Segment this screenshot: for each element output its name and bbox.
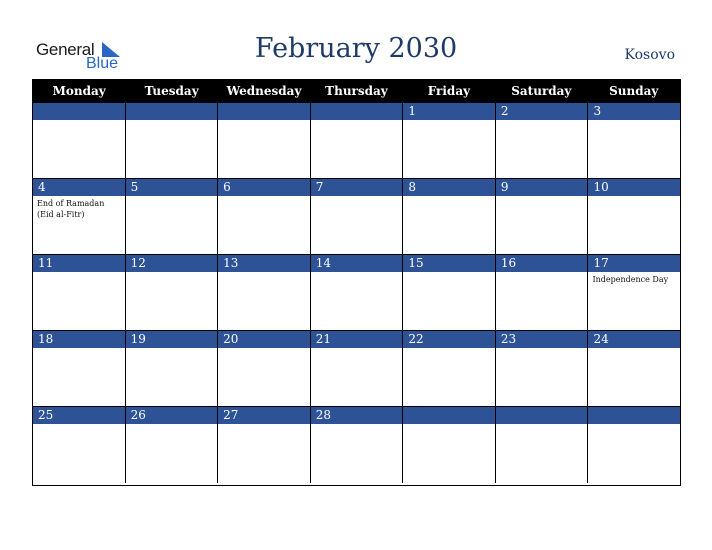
day-number — [218, 103, 310, 120]
calendar-day-cell[interactable] — [495, 179, 588, 255]
day-number — [126, 103, 218, 120]
day-number — [496, 407, 588, 424]
day-number: 7 — [311, 179, 403, 196]
day-number: 13 — [218, 255, 310, 272]
day-number: 4 — [33, 179, 125, 196]
logo-general-text: General — [36, 40, 95, 59]
day-number: 10 — [588, 179, 680, 196]
calendar-day-cell[interactable] — [402, 331, 495, 407]
calendar-day-cell[interactable] — [310, 255, 403, 331]
calendar-day-cell[interactable] — [402, 407, 495, 483]
calendar-day-cell[interactable] — [217, 103, 310, 179]
calendar-day-cell[interactable] — [587, 407, 680, 483]
calendar-grid — [32, 79, 681, 486]
day-number: 26 — [126, 407, 218, 424]
weekday-header: Tuesday — [144, 84, 199, 98]
weekday-header-row — [33, 80, 680, 103]
page-title: February 2030 — [254, 33, 458, 64]
day-number: 2 — [496, 103, 588, 120]
day-number: 6 — [218, 179, 310, 196]
day-number: 18 — [33, 331, 125, 348]
day-number: 19 — [126, 331, 218, 348]
calendar-week-row — [33, 255, 680, 331]
weekday-header: Friday — [427, 84, 471, 98]
calendar-day-cell[interactable] — [310, 331, 403, 407]
day-number — [403, 407, 495, 424]
calendar-week-row — [33, 331, 680, 407]
day-number — [588, 407, 680, 424]
day-number: 22 — [403, 331, 495, 348]
day-number: 1 — [403, 103, 495, 120]
country-label: Kosovo — [624, 47, 675, 63]
calendar-day-cell[interactable] — [587, 179, 680, 255]
day-number: 23 — [496, 331, 588, 348]
calendar-day-cell[interactable] — [33, 255, 125, 331]
weekday-header: Thursday — [325, 84, 388, 98]
day-number: 9 — [496, 179, 588, 196]
weekday-header: Wednesday — [226, 84, 302, 98]
calendar-day-cell[interactable] — [125, 331, 218, 407]
calendar-day-cell[interactable] — [402, 255, 495, 331]
calendar-day-cell[interactable] — [495, 331, 588, 407]
calendar-week-row — [33, 103, 680, 179]
calendar-day-cell[interactable] — [310, 179, 403, 255]
day-number: 17 — [588, 255, 680, 272]
weekday-header: Saturday — [511, 84, 572, 98]
calendar-day-cell[interactable] — [217, 331, 310, 407]
day-number: 5 — [126, 179, 218, 196]
calendar-week-row — [33, 179, 680, 255]
calendar-day-cell[interactable] — [125, 255, 218, 331]
day-number: 24 — [588, 331, 680, 348]
day-number: 15 — [403, 255, 495, 272]
calendar-day-cell[interactable] — [495, 407, 588, 483]
calendar-day-cell[interactable] — [217, 407, 310, 483]
calendar-day-cell[interactable] — [495, 103, 588, 179]
logo-blue-text: Blue — [86, 55, 119, 72]
holiday-label: End of Ramadan (Eid al-Fitr) — [37, 199, 105, 219]
calendar-day-cell[interactable] — [125, 407, 218, 483]
calendar-day-cell[interactable] — [125, 179, 218, 255]
calendar-day-cell[interactable] — [33, 331, 125, 407]
calendar-day-cell[interactable] — [33, 103, 125, 179]
day-number: 14 — [311, 255, 403, 272]
calendar-day-cell[interactable] — [587, 255, 680, 331]
calendar-day-cell[interactable] — [402, 179, 495, 255]
calendar-day-cell[interactable] — [402, 103, 495, 179]
day-number: 8 — [403, 179, 495, 196]
day-number: 27 — [218, 407, 310, 424]
day-number: 20 — [218, 331, 310, 348]
day-number: 21 — [311, 331, 403, 348]
calendar-week-row — [33, 407, 680, 483]
calendar-day-cell[interactable] — [217, 255, 310, 331]
calendar-day-cell[interactable] — [495, 255, 588, 331]
day-number: 11 — [33, 255, 125, 272]
calendar-day-cell[interactable] — [587, 103, 680, 179]
weekday-header: Monday — [52, 84, 106, 98]
day-number: 16 — [496, 255, 588, 272]
calendar-day-cell[interactable] — [33, 407, 125, 483]
day-number — [311, 103, 403, 120]
calendar-day-cell[interactable] — [125, 103, 218, 179]
calendar-day-cell[interactable] — [310, 407, 403, 483]
calendar-day-cell[interactable] — [217, 179, 310, 255]
weekday-header: Sunday — [609, 84, 659, 98]
day-number: 3 — [588, 103, 680, 120]
holiday-label: Independence Day — [592, 275, 669, 284]
calendar-day-cell[interactable] — [33, 179, 125, 255]
day-number: 12 — [126, 255, 218, 272]
day-number: 28 — [311, 407, 403, 424]
calendar-day-cell[interactable] — [310, 103, 403, 179]
day-number: 25 — [33, 407, 125, 424]
calendar-day-cell[interactable] — [587, 331, 680, 407]
day-number — [33, 103, 125, 120]
